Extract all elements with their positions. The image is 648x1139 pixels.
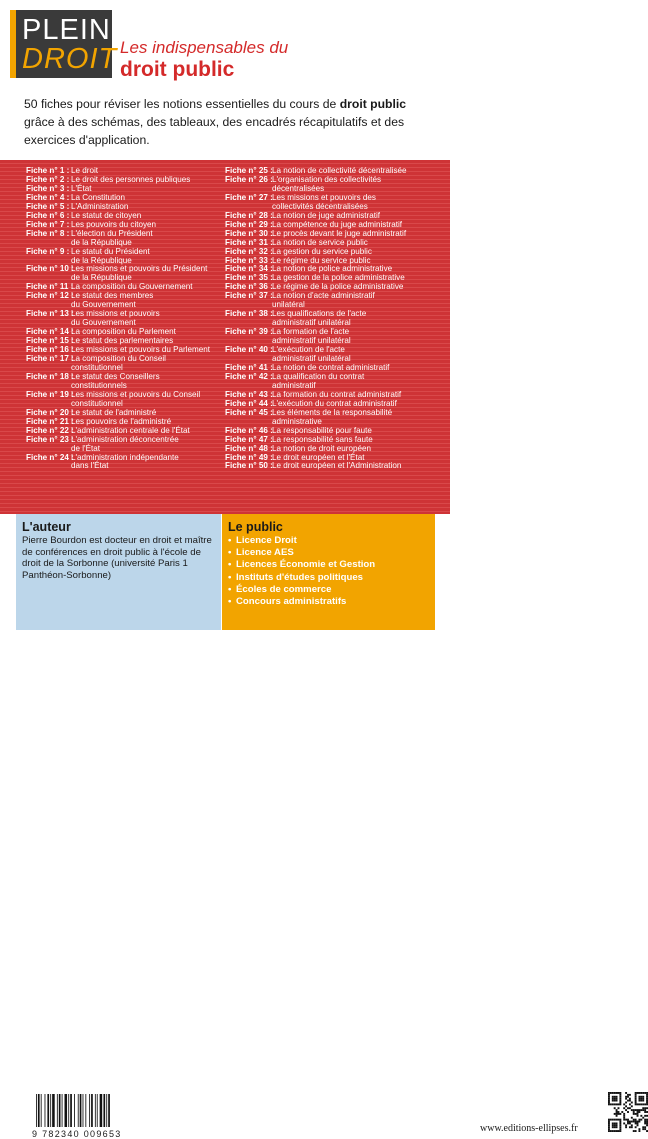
fiche-title: Le procès devant le juge administratif [272, 228, 407, 238]
public-heading: Le public [228, 520, 283, 534]
fiche-number: Fiche n° 25 : [225, 166, 273, 175]
public-item [228, 572, 375, 584]
fiche-item [225, 373, 440, 391]
fiche-number: Fiche n° 13 : [26, 309, 74, 319]
fiche-title: L'administration déconcentrée de l'État [71, 434, 179, 453]
logo-accent-bar [10, 10, 16, 78]
fiche-item [26, 391, 218, 409]
fiche-item [26, 373, 218, 391]
public-item-label: Écoles de commerce [236, 583, 332, 595]
intro-text-2: grâce à des schémas, des tableaux, des encadrés récapitulatifs et des exercices d'application. [24, 115, 405, 147]
public-item-label: Licences Économie et Gestion [236, 559, 376, 571]
public-item [228, 596, 375, 608]
fiche-item [225, 462, 440, 471]
fiche-item [225, 409, 440, 427]
fiche-item [225, 310, 440, 328]
fiche-number: Fiche n° 5 : [26, 201, 70, 211]
fiche-number: Fiche n° 6 : [26, 210, 70, 220]
public-item-label: Instituts d'études politiques [236, 571, 364, 583]
fiche-number: Fiche n° 44 : [225, 398, 273, 408]
fiche-number: Fiche n° 40 : [225, 345, 273, 355]
fiche-title: L'organisation des collectivités décentralisées [272, 174, 382, 193]
fiche-title: Le droit européen et l'Administration [272, 461, 402, 471]
fiche-title: La notion de police administrative [272, 264, 393, 274]
contents-panel [0, 160, 450, 514]
fiche-number: Fiche n° 32 : [225, 246, 273, 256]
fiche-title: La gestion du service public [272, 246, 372, 256]
fiche-title: L'État [71, 183, 92, 193]
fiche-title: L'administration indépendante dans l'État [71, 452, 179, 471]
author-text: Pierre Bourdon est docteur en droit et maître de conférences en droit public à l'école de droit de la Sorbonne (université Paris 1 Panthéon-Sorbonne) [22, 535, 212, 581]
public-item [228, 535, 375, 547]
fiche-title: La composition du Conseil constitutionnel [71, 354, 166, 372]
isbn-number: 9 782340 009653 [32, 1129, 122, 1139]
fiche-number: Fiche n° 47 : [225, 434, 273, 444]
fiche-title: Les qualifications de l'acte administratif unilatéral [272, 309, 367, 328]
fiche-title: Le régime de la police administrative [272, 282, 404, 292]
fiche-title: Le droit européen et l'État [272, 452, 365, 462]
fiche-number: Fiche n° 26 : [225, 174, 273, 184]
fiche-number: Fiche n° 29 : [225, 219, 273, 229]
fiche-number: Fiche n° 12 : [26, 291, 74, 301]
bullet-icon: • [228, 596, 232, 608]
bullet-icon: • [228, 547, 232, 559]
fiche-item [26, 265, 218, 283]
fiche-title: La notion de contrat administratif [272, 362, 390, 372]
series-subtitle: Les indispensables du [120, 38, 289, 57]
fiche-item [26, 454, 218, 472]
barcode [32, 1092, 132, 1129]
fiche-number: Fiche n° 38 : [225, 309, 273, 319]
fiche-title: L'exécution de l'acte administratif unilatéral [272, 345, 351, 364]
fiche-title: L'exécution du contrat administratif [272, 398, 397, 408]
fiche-item [26, 230, 218, 248]
public-item [228, 559, 375, 571]
fiche-title: L'élection du Président de la République [71, 228, 153, 247]
fiche-number: Fiche n° 27 : [225, 192, 273, 202]
intro-text-1: 50 fiches pour réviser les notions essentielles du cours de [24, 97, 340, 111]
intro-bold: droit public [339, 97, 407, 111]
fiche-title: La notion de juge administratif [272, 210, 380, 220]
fiche-title: La compétence du juge administratif [272, 219, 403, 229]
fiche-number: Fiche n° 33 : [225, 255, 273, 265]
fiche-number: Fiche n° 46 : [225, 425, 273, 435]
fiche-number: Fiche n° 15 : [26, 336, 74, 346]
fiche-number: Fiche n° 20 : [26, 407, 74, 417]
logo-line-2: DROIT [22, 43, 118, 75]
fiche-title: Les missions et pouvoirs du Président de la République [71, 264, 208, 283]
bullet-icon: • [228, 559, 232, 571]
fiche-item [225, 194, 440, 212]
fiche-title: Le statut de citoyen [71, 210, 142, 220]
fiche-title: Les pouvoirs du citoyen [71, 219, 157, 229]
fiche-title: Les missions et pouvoirs du Parlement [71, 345, 211, 355]
fiche-title: Le statut de l'administré [71, 407, 157, 417]
fiche-title: La qualification du contrat administratif [272, 371, 365, 390]
fiche-title: Le droit [71, 166, 98, 175]
fiche-number: Fiche n° 31 : [225, 237, 273, 247]
fiche-number: Fiche n° 36 : [225, 282, 273, 292]
public-box [222, 514, 578, 1134]
fiche-number: Fiche n° 37 : [225, 291, 273, 301]
fiche-item [26, 355, 218, 373]
fiche-title: Les missions et pouvoirs du Conseil constitutionnel [71, 389, 201, 408]
fiche-number: Fiche n° 39 : [225, 327, 273, 337]
fiche-number: Fiche n° 24 : [26, 452, 74, 462]
fiche-title: La formation de l'acte administratif unilatéral [272, 327, 351, 346]
public-item-label: Licence Droit [236, 535, 297, 546]
public-item [228, 547, 375, 559]
fiche-number: Fiche n° 11 : [26, 282, 74, 292]
fiche-title: La composition du Parlement [71, 327, 176, 337]
bullet-icon: • [228, 583, 232, 595]
fiche-title: La responsabilité pour faute [272, 425, 372, 435]
fiche-number: Fiche n° 41 : [225, 362, 273, 372]
fiche-item [225, 346, 440, 364]
fiche-title: Les missions et pouvoirs du Gouvernement [71, 309, 160, 328]
fiche-number: Fiche n° 50 : [225, 461, 273, 471]
fiche-number: Fiche n° 17 : [26, 354, 74, 364]
fiche-number: Fiche n° 19 : [26, 389, 74, 399]
fiches-right-column [225, 167, 440, 471]
fiche-title: La Constitution [71, 192, 125, 202]
fiche-number: Fiche n° 8 : [26, 228, 70, 238]
author-heading: L'auteur [22, 520, 71, 534]
public-list [228, 535, 375, 608]
fiche-item [225, 328, 440, 346]
fiche-title: La notion de service public [272, 237, 368, 247]
logo-line-1: PLEIN [22, 14, 111, 46]
fiche-number: Fiche n° 28 : [225, 210, 273, 220]
fiche-item [26, 292, 218, 310]
fiches-left-column [26, 167, 218, 471]
fiche-title: La notion de collectivité décentralisée [272, 166, 407, 175]
bullet-icon: • [228, 535, 232, 546]
fiche-number: Fiche n° 10 : [26, 264, 74, 274]
fiche-title: L'Administration [71, 201, 129, 211]
fiche-number: Fiche n° 7 : [26, 219, 70, 229]
fiche-title: Le droit des personnes publiques [71, 174, 191, 184]
fiche-title: La notion d'acte administratif unilatéral [272, 291, 375, 310]
fiche-number: Fiche n° 23 : [26, 434, 74, 444]
website-url: www.editions-ellipses.fr [480, 1123, 578, 1134]
fiche-item [26, 436, 218, 454]
fiche-title: La formation du contrat administratif [272, 389, 402, 399]
fiche-title: La responsabilité sans faute [272, 434, 373, 444]
fiche-number: Fiche n° 16 : [26, 345, 74, 355]
fiche-number: Fiche n° 30 : [225, 228, 273, 238]
author-box [16, 514, 221, 1139]
fiche-number: Fiche n° 1 : [26, 166, 70, 175]
fiche-item [225, 292, 440, 310]
fiche-title: L'administration centrale de l'État [71, 425, 190, 435]
fiche-number: Fiche n° 14 : [26, 327, 74, 337]
public-item [228, 584, 375, 596]
fiche-number: Fiche n° 18 : [26, 371, 74, 381]
fiche-number: Fiche n° 45 : [225, 407, 273, 417]
intro-paragraph [24, 95, 434, 149]
fiche-number: Fiche n° 9 : [26, 246, 70, 256]
fiche-title: Le statut des parlementaires [71, 336, 174, 346]
bullet-icon: • [228, 571, 232, 583]
qr-code [608, 1092, 648, 1132]
fiche-title: Les éléments de la responsabilité administrative [272, 407, 393, 426]
book-title: droit public [120, 58, 235, 81]
fiche-number: Fiche n° 35 : [225, 273, 273, 283]
fiche-title: Le statut des membres du Gouvernement [71, 291, 154, 310]
public-item-label: Licence AES [236, 547, 294, 559]
fiche-title: Le statut des Conseillers constitutionnels [71, 371, 160, 390]
plein-droit-logo [10, 10, 118, 78]
fiche-title: La notion de droit européen [272, 443, 372, 453]
fiche-item [26, 248, 218, 266]
fiche-number: Fiche n° 4 : [26, 192, 70, 202]
fiche-title: La composition du Gouvernement [71, 282, 193, 292]
fiche-number: Fiche n° 43 : [225, 389, 273, 399]
fiche-title: Les missions et pouvoirs des collectivités décentralisées [272, 192, 376, 211]
fiche-number: Fiche n° 34 : [225, 264, 273, 274]
fiche-number: Fiche n° 49 : [225, 452, 273, 462]
fiche-item [26, 310, 218, 328]
fiche-number: Fiche n° 21 : [26, 416, 74, 426]
fiche-number: Fiche n° 2 : [26, 174, 70, 184]
fiche-number: Fiche n° 22 : [26, 425, 74, 435]
fiche-number: Fiche n° 42 : [225, 371, 273, 381]
fiche-title: La gestion de la police administrative [272, 273, 405, 283]
fiche-number: Fiche n° 48 : [225, 443, 273, 453]
fiche-title: Les pouvoirs de l'administré [71, 416, 172, 426]
fiche-title: Le régime du service public [272, 255, 371, 265]
fiche-item [225, 176, 440, 194]
fiche-number: Fiche n° 3 : [26, 183, 70, 193]
fiche-title: Le statut du Président de la République [71, 246, 150, 265]
public-item-label: Concours administratifs [236, 596, 347, 608]
